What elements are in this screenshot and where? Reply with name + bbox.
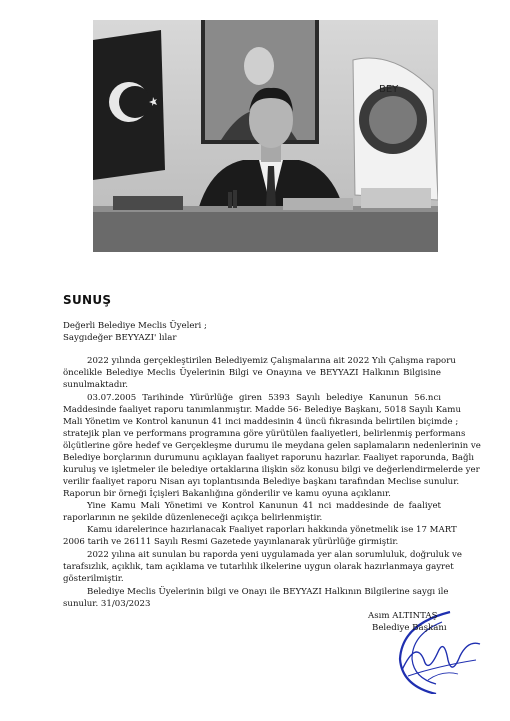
- handwritten-signature: [398, 630, 483, 685]
- body-line: Raporun bir örneği İçişleri Bakanlığına gönderilir ve kamu oyuna açıklanır.: [63, 489, 391, 499]
- body-line: raporlarının ne şekilde düzenleneceği açıkça belirlenmiştir.: [63, 513, 323, 523]
- body-line: stratejik plan ve performans programına göre yürütülen faaliyetleri, belirlenmiş performans: [63, 429, 466, 439]
- body-line: ölçütlerine göre hedef ve Gerçekleşme durumu ile meydana gelen saplamaların nedenlerinin ve: [63, 441, 481, 451]
- body-line: kuruluş ve işletmeler ile belediye ortaklarına ilişkin söz konusu bilgi ve değerlendirmelerde yer: [63, 465, 480, 475]
- body-line: sunulmaktadır.: [63, 380, 128, 390]
- body-line: 2022 yılına ait sunulan bu raporda yeni uygulamada yer alan sorumluluk, doğruluk ve: [87, 550, 462, 560]
- salutation-line-1: Değerli Belediye Meclis Üyeleri ;: [63, 321, 207, 331]
- body-line: 03.07.2005 Tarihinde Yürürlüğe giren 5393 Sayılı belediye Kanunun 56.ncı: [87, 393, 441, 403]
- body-line: Maddesinde faaliyet raporu tanımlanmıştır. Madde 56- Belediye Başkanı, 5018 Sayılı Kamu: [63, 405, 461, 415]
- body-line: Kamu idarelerince hazırlanacak Faaliyet raporları hakkında yönetmelik ise 17 MART: [87, 525, 457, 535]
- section-heading: SUNUŞ: [63, 293, 112, 307]
- body-line: sunulur. 31/03/2023: [63, 599, 151, 609]
- header-photo: [93, 20, 438, 252]
- body-line: 2022 yılında gerçekleştirilen Belediyemiz Çalışmalarına ait 2022 Yılı Çalışma raporu: [87, 356, 456, 366]
- body-line: verilir faaliyet raporu Nisan ayı toplantısında Belediye başkanı tarafından Meclise sunulur.: [63, 477, 460, 487]
- salutation-line-2: Saygıdeğer BEYYAZI' lılar: [63, 333, 177, 343]
- body-line: Yine Kamu Mali Yönetimi ve Kontrol Kanunun 41 nci maddesinde de faaliyet: [87, 501, 441, 511]
- body-line: Mali Yönetim ve Kontrol kanunun 41 inci maddesinin 4 üncü fıkrasında belirtilen biçimde ;: [63, 417, 459, 427]
- body-line: Belediye borçlarının durumunu açıklayan faaliyet raporunu hazırlar. Faaliyet raporunda, Bağlı: [63, 453, 475, 463]
- emblem-text: BEY: [379, 84, 399, 95]
- signer-title: Belediye Başkanı: [372, 623, 447, 633]
- body-line: 2006 tarih ve 26111 Sayılı Resmi Gazetede yayınlanarak yürürlüğe girmiştir.: [63, 537, 399, 547]
- flag-left: [93, 30, 165, 180]
- signer-name: Asım ALTINTAŞ: [368, 611, 438, 621]
- body-line: tarafsızlık, açıklık, tam açıklama ve tutarlılık ilkelerine uygun olarak hazırlanmaya gayret: [63, 562, 454, 572]
- body-line: gösterilmiştir.: [63, 574, 124, 584]
- body-line: Belediye Meclis Üyelerinin bilgi ve Onayı ile BEYYAZI Halkının Bilgilerine saygı ile: [87, 587, 449, 597]
- body-line: öncelikle Belediye Meclis Üyelerinin Bilgi ve Onayına ve BEYYAZI Halkının Bilgisine: [63, 368, 441, 378]
